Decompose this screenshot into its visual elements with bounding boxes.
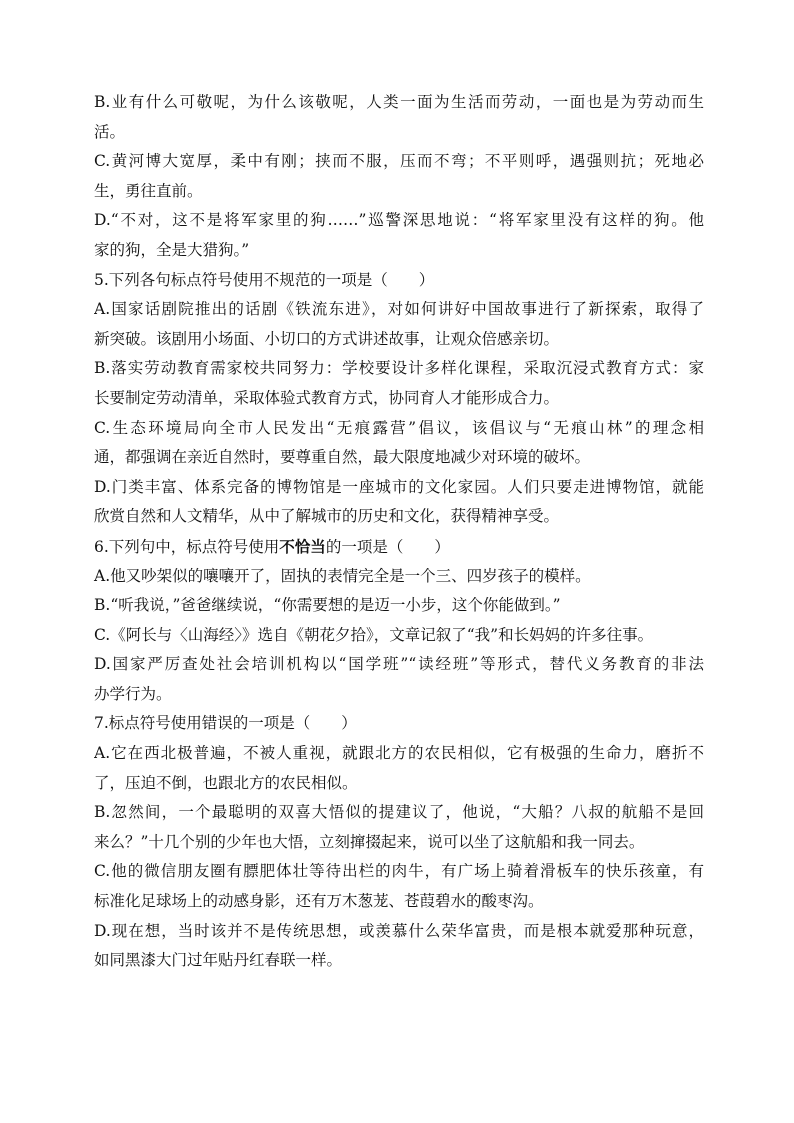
- question-5-stem: 5.下列各句标点符号使用不规范的一项是（ ）: [94, 270, 435, 289]
- option-5a-line-2: 新突破。该剧用小场面、小切口的方式讲述故事，让观众倍感亲切。: [94, 329, 560, 348]
- option-5c-line-2: 通，都强调在亲近自然时，要尊重自然，最大限度地减少对环境的破坏。: [94, 448, 591, 467]
- option-5d-line-1: D.门类丰富、体系完备的博物馆是一座城市的文化家园。人们只要走进博物馆，就能: [94, 477, 704, 496]
- option-7b-line-2: 来么？”十几个别的少年也大悟，立刻撺掇起来，说可以坐了这航船和我一同去。: [94, 832, 645, 851]
- question-6-stem-end: 的一项是（ ）: [325, 537, 450, 556]
- question-7-stem: 7.标点符号使用错误的一项是（ ）: [94, 714, 357, 733]
- option-6a-line-1: A.他又吵架似的嚷嚷开了，固执的表情完全是一个三、四岁孩子的模样。: [94, 566, 591, 585]
- option-4b-line-1: B.业有什么可敬呢，为什么该敬呢，人类一面为生活而劳动，一面也是为劳动而生: [94, 93, 704, 111]
- option-7b-line-1: B.忽然间，一个最聪明的双喜大悟似的提建议了，他说，“大船？八叔的航船不是回: [94, 803, 704, 822]
- question-text-body: [94, 88, 704, 976]
- option-5b-line-1: B.落实劳动教育需家校共同努力：学校要设计多样化课程，采取沉浸式教育方式：家: [94, 359, 704, 378]
- option-6d-line-1: D.国家严厉查处社会培训机构以“国学班”“读经班”等形式，替代义务教育的非法: [94, 655, 704, 674]
- option-4d-line-1: D.“不对，这不是将军家里的狗……”巡警深思地说：“将军家里没有这样的狗。他: [94, 211, 704, 230]
- option-4c-line-1: C.黄河博大宽厚，柔中有刚；挟而不服，压而不弯；不平则呼，遇强则抗；死地必: [94, 152, 704, 171]
- option-5b-line-2: 长要制定劳动清单，采取体验式教育方式，协同育人才能形成合力。: [94, 388, 560, 407]
- option-4d-line-2: 家的狗，全是大猎狗。”: [94, 240, 250, 259]
- option-4b-line-2: 活。: [94, 122, 126, 141]
- option-6c-line-1: C.《阿长与〈山海经〉》选自《朝花夕拾》，文章记叙了“我”和长妈妈的许多往事。: [94, 625, 654, 644]
- option-6d-line-2: 办学行为。: [94, 684, 172, 703]
- question-6-stem-start: 6.下列句中，标点符号使用: [94, 537, 280, 556]
- option-7d-line-1: D.现在想，当时该并不是传统思想，或羡慕什么荣华富贵，而是根本就爱那种玩意，: [94, 921, 704, 940]
- question-6-stem: [94, 532, 704, 562]
- option-7a-line-2: 了，压迫不倒，也跟北方的农民相似。: [94, 773, 358, 792]
- option-7c-line-1: C.他的微信朋友圈有膘肥体壮等待出栏的肉牛，有广场上骑着滑板车的快乐孩童，有: [94, 862, 704, 881]
- option-5a-line-1: A.国家话剧院推出的话剧《铁流东进》，对如何讲好中国故事进行了新探索，取得了: [94, 300, 704, 319]
- option-5d-line-2: 欣赏自然和人文精华，从中了解城市的历史和文化，获得精神享受。: [94, 507, 560, 526]
- question-6-emphasis: 不恰当: [279, 536, 326, 556]
- option-7d-line-2: 如同黑漆大门过年贴丹红春联一样。: [94, 951, 343, 970]
- option-7a-line-1: A.它在西北极普遍，不被人重视，就跟北方的农民相似，它有极强的生命力，磨折不: [94, 744, 704, 763]
- option-6b-line-1: B.“听我说，”爸爸继续说，“你需要想的是迈一小步，这个你能做到。”: [94, 596, 561, 615]
- option-4c-line-2: 生，勇往直前。: [94, 181, 203, 200]
- option-5c-line-1: C.生态环境局向全市人民发出“无痕露营”倡议，该倡议与“无痕山林”的理念相: [94, 418, 704, 437]
- option-7c-line-2: 标准化足球场上的动感身影，还有万木葱茏、苍葭碧水的酸枣沟。: [94, 892, 544, 911]
